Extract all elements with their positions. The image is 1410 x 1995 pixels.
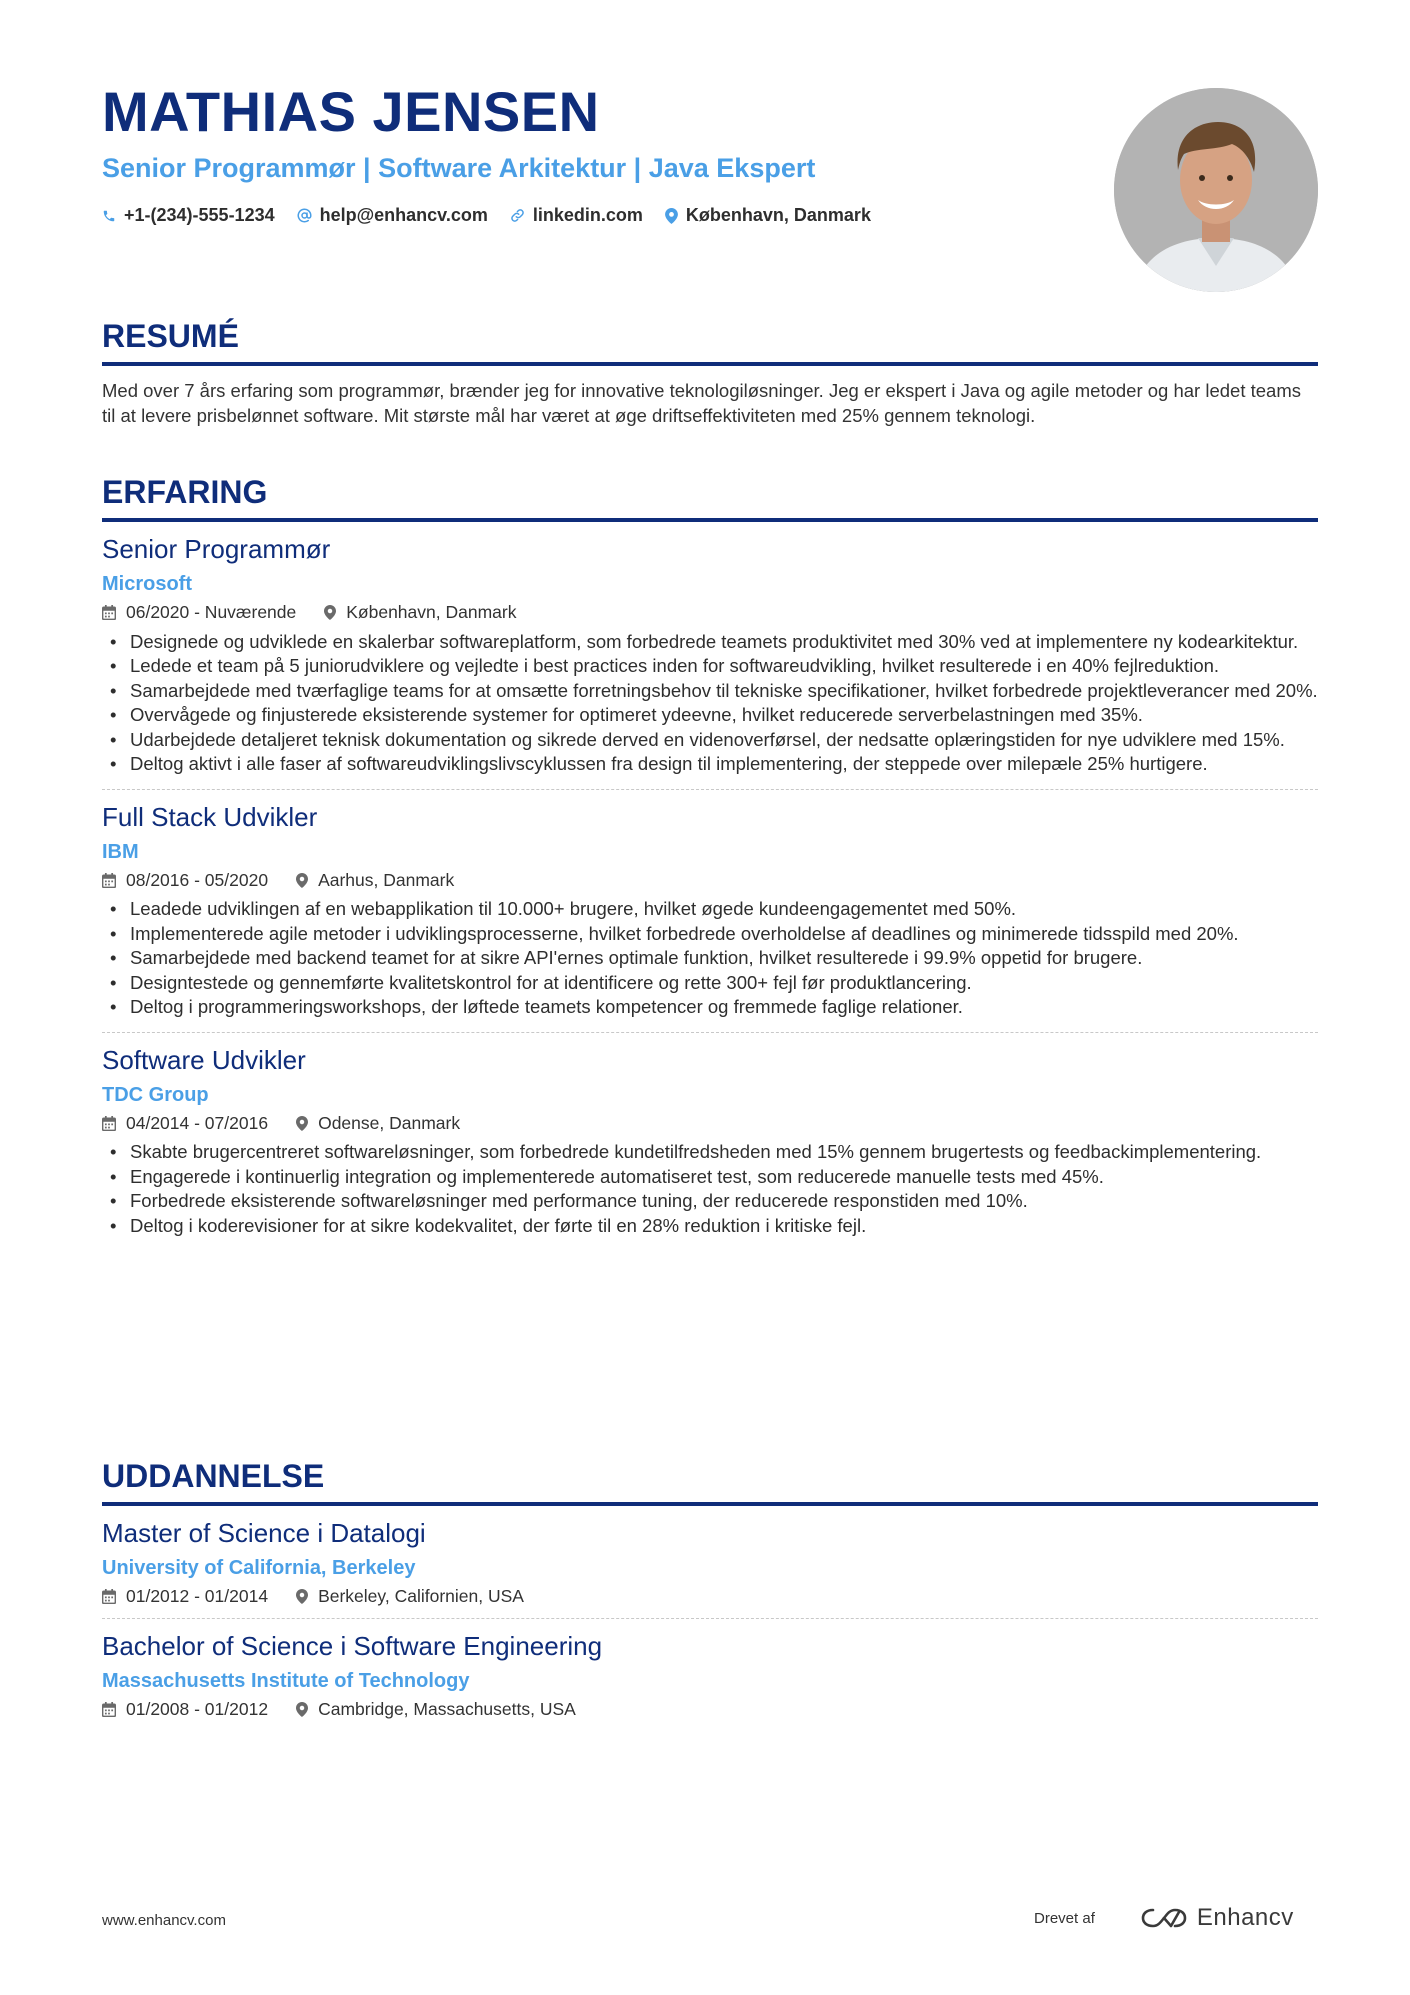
linkedin-link[interactable]: linkedin.com bbox=[532, 205, 643, 225]
job-dates bbox=[102, 1112, 269, 1133]
job-bullet: • Implementerede agile metoder i udviklingsprocesserne, hvilket forbedrede overholdelse af deadlines og minimerede tidsspild med 20%. bbox=[102, 922, 1318, 947]
contact-phone bbox=[102, 205, 275, 226]
calendar-icon bbox=[102, 873, 116, 888]
calendar-icon bbox=[102, 1702, 116, 1717]
job-dates-text: 04/2014 - 07/2016 bbox=[126, 1112, 269, 1133]
company-name: IBM bbox=[102, 840, 139, 863]
job-bullet: • Deltog i programmeringsworkshops, der løftede teamets kompetencer og fremmede faglige relationer. bbox=[102, 995, 1318, 1020]
education-location bbox=[296, 1588, 524, 1606]
phone-icon bbox=[102, 209, 116, 223]
job-location-text: Aarhus, Danmark bbox=[318, 869, 455, 890]
map-pin-icon bbox=[296, 1589, 308, 1604]
job-bullet: • Samarbejdede med backend teamet for at sikre API'ernes optimale funktion, hvilket resulterede i 99.9% oppetid for brugere. bbox=[102, 946, 1318, 971]
profile-photo bbox=[1114, 88, 1318, 292]
education-title: UDDANNELSE bbox=[102, 1460, 1318, 1506]
job-meta bbox=[102, 1112, 1318, 1133]
map-pin-icon bbox=[296, 1116, 308, 1131]
education-dates-text: 01/2008 - 01/2012 bbox=[126, 1698, 269, 1719]
job-bullet: • Leadede udviklingen af en webapplikation til 10.000+ brugere, hvilket øgede kundeengagementet med 50%. bbox=[102, 897, 1318, 922]
contact-location bbox=[665, 205, 871, 226]
map-pin-icon bbox=[665, 208, 678, 224]
at-sign-icon bbox=[297, 208, 312, 223]
job-bullets bbox=[102, 1140, 1318, 1238]
education-dates bbox=[102, 1698, 269, 1719]
job-meta bbox=[102, 869, 1318, 890]
summary-title: RESUMÉ bbox=[102, 320, 1318, 366]
candidate-subtitle: Senior Programmør | Software Arkitektur | Java Ekspert bbox=[102, 153, 816, 183]
experience-title: ERFARING bbox=[102, 476, 1318, 522]
enhancv-logo-text: Enhancv bbox=[1196, 1904, 1294, 1931]
enhancv-logo-icon bbox=[1141, 1906, 1187, 1930]
contact-email[interactable] bbox=[297, 205, 488, 226]
job-bullet: • Samarbejdede med tværfaglige teams for at omsætte forretningsbehov til tekniske specifikationer, hvilket forbedrede projektleverancer med 20%. bbox=[102, 679, 1318, 704]
job-location bbox=[296, 869, 455, 890]
job-bullet: • Designede og udviklede en skalerbar softwareplatform, som forbedrede teamets produktivitet med 30% ved at implementere ny kodearkitektur. bbox=[102, 630, 1318, 655]
company-name: Microsoft bbox=[102, 573, 192, 595]
degree-title: Bachelor of Science i Software Engineering bbox=[102, 1630, 603, 1661]
link-icon bbox=[510, 208, 525, 223]
job-title: Full Stack Udvikler bbox=[102, 801, 318, 832]
education-entry bbox=[102, 1520, 1318, 1619]
school-name: University of California, Berkeley bbox=[102, 1557, 416, 1579]
map-pin-icon bbox=[324, 605, 336, 620]
job-bullet: • Forbedrede eksisterende softwareløsninger med performance tuning, der reducerede responstiden med 10%. bbox=[102, 1189, 1318, 1214]
location-text: København, Danmark bbox=[685, 205, 871, 225]
calendar-icon bbox=[102, 1589, 116, 1604]
job-bullet: • Skabte brugercentreret softwareløsninger, som forbedrede kundetilfredsheden med 15% gennem brugertests og feedbackimplementering. bbox=[102, 1140, 1318, 1165]
candidate-name: MATHIAS JENSEN bbox=[102, 80, 600, 143]
degree-title: Master of Science i Datalogi bbox=[102, 1518, 426, 1548]
footer-website[interactable]: www.enhancv.com bbox=[102, 1912, 226, 1929]
job-dates-text: 08/2016 - 05/2020 bbox=[126, 869, 269, 890]
job-meta bbox=[102, 604, 1318, 622]
job-bullet: • Overvågede og finjusterede eksisterende systemer for optimeret ydeevne, hvilket reducerede serverbelastningen med 35%. bbox=[102, 703, 1318, 728]
job-dates-text: 06/2020 - Nuværende bbox=[126, 602, 297, 622]
education-location-text: Berkeley, Californien, USA bbox=[318, 1586, 524, 1606]
job-dates bbox=[102, 869, 269, 890]
map-pin-icon bbox=[296, 873, 308, 888]
calendar-icon bbox=[102, 605, 116, 620]
job-bullets bbox=[102, 897, 1318, 1020]
job-bullet: • Engagerede i kontinuerlig integration og implementerede automatiseret test, som reducerede manuelle tests med 45%. bbox=[102, 1165, 1318, 1190]
job-location-text: Odense, Danmark bbox=[318, 1112, 461, 1133]
contact-linkedin[interactable] bbox=[510, 205, 643, 226]
job-title: Software Udvikler bbox=[102, 1044, 306, 1075]
job-bullet: • Udarbejdede detaljeret teknisk dokumentation og sikrede derved en videnoverførsel, der nedsatte oplæringstiden for nye udviklere med 15%. bbox=[102, 728, 1318, 753]
experience-entry bbox=[102, 801, 1318, 1033]
experience-entry bbox=[102, 1044, 1318, 1251]
profile-photo-illustration bbox=[1114, 88, 1318, 292]
job-bullet: • Designtestede og gennemførte kvalitetskontrol for at identificere og rette 300+ fejl før produktlancering. bbox=[102, 971, 1318, 996]
contact-bar bbox=[102, 205, 893, 226]
job-dates bbox=[102, 604, 296, 622]
phone-text: +1-(234)-555-1234 bbox=[124, 205, 275, 225]
job-location bbox=[296, 1112, 461, 1133]
enhancv-logo[interactable] bbox=[1141, 1904, 1294, 1932]
company-name: TDC Group bbox=[102, 1083, 209, 1106]
email-link[interactable]: help@enhancv.com bbox=[319, 205, 488, 225]
job-location-text: København, Danmark bbox=[346, 602, 517, 622]
education-dates bbox=[102, 1588, 268, 1606]
built-by-label: Drevet af bbox=[1034, 1909, 1095, 1927]
summary-section bbox=[102, 320, 1318, 428]
education-meta bbox=[102, 1698, 1318, 1719]
education-dates-text: 01/2012 - 01/2014 bbox=[126, 1586, 269, 1606]
summary-text: Med over 7 års erfaring som programmør, brænder jeg for innovative teknologiløsninger. Jeg er ekspert i Java og agile metoder og har ledet teams til at levere prisbelønnet software. Mit største mål har været at øge driftseffektiviteten med 25% gennem teknologi. bbox=[102, 380, 1301, 426]
experience-entry bbox=[102, 536, 1318, 790]
experience-section bbox=[102, 476, 1318, 1250]
calendar-icon bbox=[102, 1116, 116, 1131]
map-pin-icon bbox=[296, 1702, 308, 1717]
job-location bbox=[324, 604, 516, 622]
job-bullets bbox=[102, 630, 1318, 777]
job-bullet: • Deltog aktivt i alle faser af softwareudviklingslivscyklussen fra design til implementering, der steppede over milepæle 25% hurtigere. bbox=[102, 752, 1318, 777]
footer-branding bbox=[1034, 1904, 1294, 1932]
education-meta bbox=[102, 1588, 1318, 1606]
school-name: Massachusetts Institute of Technology bbox=[102, 1669, 470, 1692]
education-location-text: Cambridge, Massachusetts, USA bbox=[318, 1698, 576, 1719]
job-title: Senior Programmør bbox=[102, 534, 331, 564]
education-location bbox=[296, 1698, 576, 1719]
job-bullet: • Ledede et team på 5 juniorudviklere og vejledte i best practices inden for softwareudvikling, hvilket resulterede i en 40% fejlreduktion. bbox=[102, 654, 1318, 679]
job-bullet: • Deltog i koderevisioner for at sikre kodekvalitet, der førte til en 28% reduktion i kritiske fejl. bbox=[102, 1214, 1318, 1239]
education-section bbox=[102, 1460, 1318, 1730]
education-entry bbox=[102, 1630, 1318, 1731]
resume-page bbox=[102, 0, 1318, 1995]
